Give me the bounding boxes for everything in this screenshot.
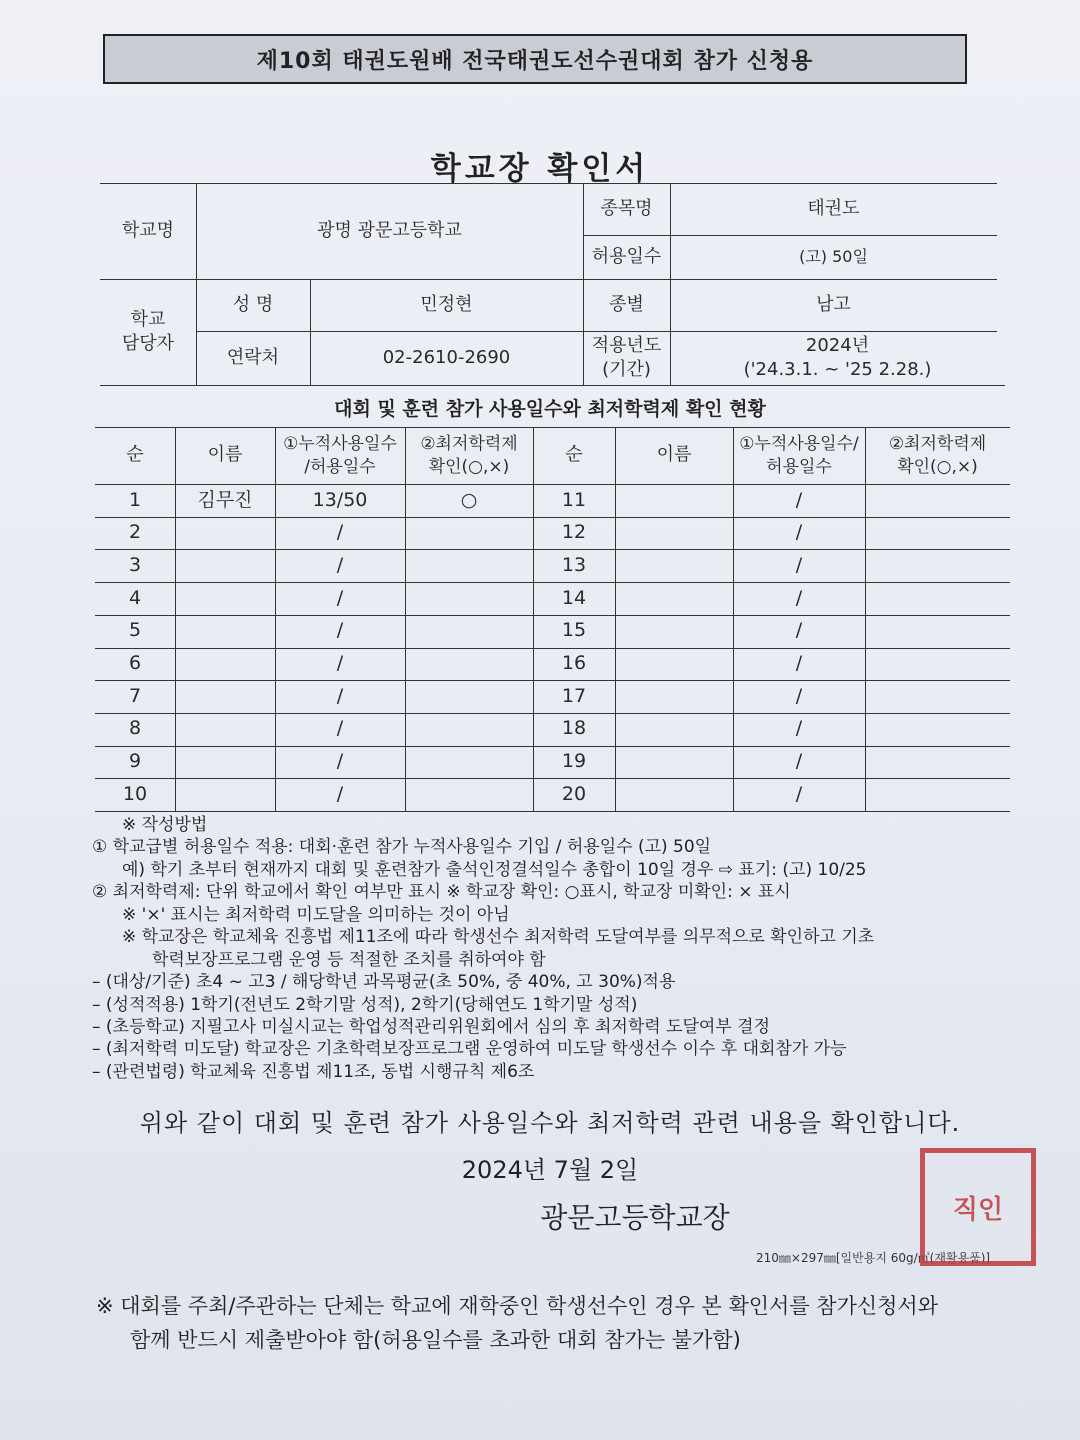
status-table-header: 이름 — [656, 444, 692, 466]
row-number: 1 — [128, 488, 142, 511]
row-number: 15 — [561, 619, 587, 642]
instruction-detail: – (최저학력 미도달) 학교장은 기초학력보장프로그램 운영하여 미도달 학생선수 이수 후 대회참가 가능 — [92, 1039, 847, 1060]
player-name — [615, 484, 733, 517]
allowed-days-label: 허용일수 — [591, 245, 662, 267]
contact-value: 02-2610-2690 — [382, 346, 511, 368]
cumulative-days: / — [795, 750, 803, 773]
instruction-detail: – (성적적용) 1학기(전년도 2학기말 성적), 2학기(당해연도 1학기말 성적) — [92, 994, 638, 1015]
min-academic-check — [405, 648, 533, 681]
player-name — [615, 713, 733, 746]
status-table-rule — [95, 811, 1010, 812]
min-academic-check: ○ — [460, 488, 478, 511]
min-academic-check — [865, 713, 1010, 746]
row-number: 7 — [128, 684, 142, 707]
writing-instructions — [92, 814, 1032, 1083]
instruction-remark: ※ 학교장은 학교체육 진흥법 제11조에 따라 학생선수 최저학력 도달여부를 의무적으로 확인하고 기초 — [122, 927, 875, 948]
player-name — [615, 778, 733, 811]
paper-spec: 210㎜×297㎜[일반용지 60g/㎡(재활용품)] — [756, 1251, 991, 1265]
submission-note-line: ※ 대회를 주최/주관하는 단체는 학교에 재학중인 학생선수인 경우 본 확인서를 참가신청서와 — [96, 1294, 939, 1318]
player-name — [175, 713, 275, 746]
principal-signature: 광문고등학교장 — [540, 1201, 730, 1234]
event-value: 태권도 — [807, 197, 860, 219]
cumulative-days: / — [336, 586, 344, 609]
status-table-header: 순 — [126, 444, 144, 466]
player-name — [175, 680, 275, 713]
player-name — [615, 746, 733, 779]
min-academic-check — [865, 648, 1010, 681]
player-name — [615, 680, 733, 713]
cumulative-days: / — [795, 488, 803, 511]
submission-note-line: 함께 반드시 제출받아야 함(허용일수를 초과한 대회 참가는 불가함) — [130, 1327, 741, 1352]
cumulative-days: / — [336, 521, 344, 544]
cumulative-days: / — [795, 652, 803, 675]
cumulative-days: 13/50 — [312, 488, 368, 511]
category-value: 남고 — [816, 293, 851, 315]
min-academic-check — [405, 549, 533, 582]
player-name — [615, 549, 733, 582]
cumulative-days: / — [336, 717, 344, 740]
player-name — [615, 648, 733, 681]
instruction-item: ② 최저학력제: 단위 학교에서 확인 여부만 표시 ※ 학교장 확인: ○표시, 학교장 미확인: × 표시 — [92, 882, 791, 903]
min-academic-check — [405, 713, 533, 746]
player-name: 김무진 — [197, 488, 253, 511]
player-name — [615, 517, 733, 550]
instruction-item: ① 학교급별 허용일수 적용: 대회·훈련 참가 누적사용일수 기입 / 허용일수 (고) 50일 — [92, 837, 712, 858]
instructions-heading: ※ 작성방법 — [122, 815, 208, 835]
instruction-example: 예) 학기 초부터 현재까지 대회 및 훈련참가 출석인정결석일수 총합이 10일 경우 ⇨ 표기: (고) 10/25 — [122, 859, 867, 880]
cumulative-days: / — [336, 652, 344, 675]
instruction-detail: – (초등학교) 지필고사 미실시교는 학업성적관리위원회에서 심의 후 최저학력 도달여부 결정 — [92, 1016, 771, 1037]
row-number: 14 — [561, 586, 587, 609]
row-number: 11 — [561, 488, 587, 511]
manager-name-value: 민정현 — [420, 293, 473, 315]
player-name — [615, 582, 733, 615]
category-label: 종별 — [609, 293, 644, 315]
status-table-header: 이름 — [207, 444, 243, 466]
status-table-header: ②최저학력제 확인(○,×) — [420, 433, 518, 477]
min-academic-check — [865, 746, 1010, 779]
min-academic-check — [865, 484, 1010, 517]
contact-label: 연락처 — [226, 346, 280, 368]
cumulative-days: / — [795, 521, 803, 544]
submission-note — [96, 1290, 1036, 1357]
competition-banner: 제10회 태권도원배 전국태권도선수권대회 참가 신청용 — [103, 34, 967, 84]
info-table-border — [100, 385, 1005, 386]
min-academic-check — [865, 778, 1010, 811]
row-number: 12 — [561, 521, 587, 544]
issue-date: 2024년 7월 2일 — [461, 1156, 639, 1184]
player-name — [175, 778, 275, 811]
cumulative-days: / — [795, 586, 803, 609]
min-academic-check — [405, 615, 533, 648]
status-table-header: 순 — [565, 444, 583, 466]
cumulative-days: / — [336, 619, 344, 642]
row-number: 10 — [122, 782, 148, 805]
document-title: 학교장 확인서 — [430, 151, 650, 187]
player-name — [175, 582, 275, 615]
min-academic-check — [405, 680, 533, 713]
min-academic-check — [405, 517, 533, 550]
row-number: 6 — [128, 652, 142, 675]
instruction-remark: ※ '×' 표시는 최저학력 미도달을 의미하는 것이 아님 — [122, 904, 510, 925]
status-table-heading: 대회 및 훈련 참가 사용일수와 최저학력제 확인 현황 — [334, 398, 766, 420]
event-label: 종목명 — [600, 197, 653, 219]
min-academic-check — [865, 517, 1010, 550]
cumulative-days: / — [336, 553, 344, 576]
row-number: 20 — [561, 782, 587, 805]
min-academic-check — [865, 680, 1010, 713]
manager-name-label: 성 명 — [232, 293, 274, 315]
school-manager-label: 학교 담당자 — [121, 308, 175, 354]
row-number: 16 — [561, 652, 587, 675]
row-number: 2 — [128, 521, 142, 544]
row-number: 9 — [128, 750, 142, 773]
cumulative-days: / — [795, 553, 803, 576]
player-name — [175, 746, 275, 779]
min-academic-check — [865, 615, 1010, 648]
status-table-header: ①누적사용일수 /허용일수 — [283, 433, 397, 477]
row-number: 19 — [561, 750, 587, 773]
row-number: 13 — [561, 553, 587, 576]
row-number: 5 — [128, 619, 142, 642]
instruction-detail: – (관련법령) 학교체육 진흥법 제11조, 동법 시행규칙 제6조 — [92, 1061, 535, 1082]
row-number: 8 — [128, 717, 142, 740]
cumulative-days: / — [336, 684, 344, 707]
min-academic-check — [865, 582, 1010, 615]
school-name-value: 광명 광문고등학교 — [317, 219, 462, 241]
min-academic-check — [405, 582, 533, 615]
school-name-label: 학교명 — [121, 219, 175, 241]
status-table-header: ②최저학력제 확인(○,×) — [888, 433, 987, 477]
player-name — [615, 615, 733, 648]
allowed-days-value: (고) 50일 — [799, 247, 868, 267]
row-number: 18 — [561, 717, 587, 740]
cumulative-days: / — [336, 782, 344, 805]
min-academic-check — [405, 746, 533, 779]
official-seal-stamp — [920, 1148, 1036, 1266]
player-name — [175, 517, 275, 550]
instruction-detail: – (대상/기준) 초4 ~ 고3 / 해당학년 과목평균(초 50%, 중 40%, 고 30%)적용 — [92, 972, 676, 993]
row-number: 17 — [561, 684, 587, 707]
applicable-year-label: 적용년도 (기간) — [591, 334, 662, 380]
cumulative-days: / — [795, 684, 803, 707]
applicable-year-value: 2024년 ('24.3.1. ~ '25 2.28.) — [743, 334, 932, 380]
status-table-header: ①누적사용일수/ 허용일수 — [739, 433, 859, 477]
cumulative-days: / — [795, 717, 803, 740]
player-name — [175, 648, 275, 681]
player-name — [175, 615, 275, 648]
player-name — [175, 549, 275, 582]
cumulative-days: / — [795, 619, 803, 642]
instruction-remark: 학력보장프로그램 운영 등 적절한 조치를 취하여야 함 — [152, 949, 546, 970]
min-academic-check — [405, 778, 533, 811]
min-academic-check — [865, 549, 1010, 582]
row-number: 3 — [128, 553, 142, 576]
cumulative-days: / — [336, 750, 344, 773]
confirmation-statement: 위와 같이 대회 및 훈련 참가 사용일수와 최저학력 관련 내용을 확인합니다. — [139, 1109, 961, 1137]
seal-text: 직인 — [952, 1194, 1004, 1225]
row-number: 4 — [128, 586, 142, 609]
cumulative-days: / — [795, 782, 803, 805]
